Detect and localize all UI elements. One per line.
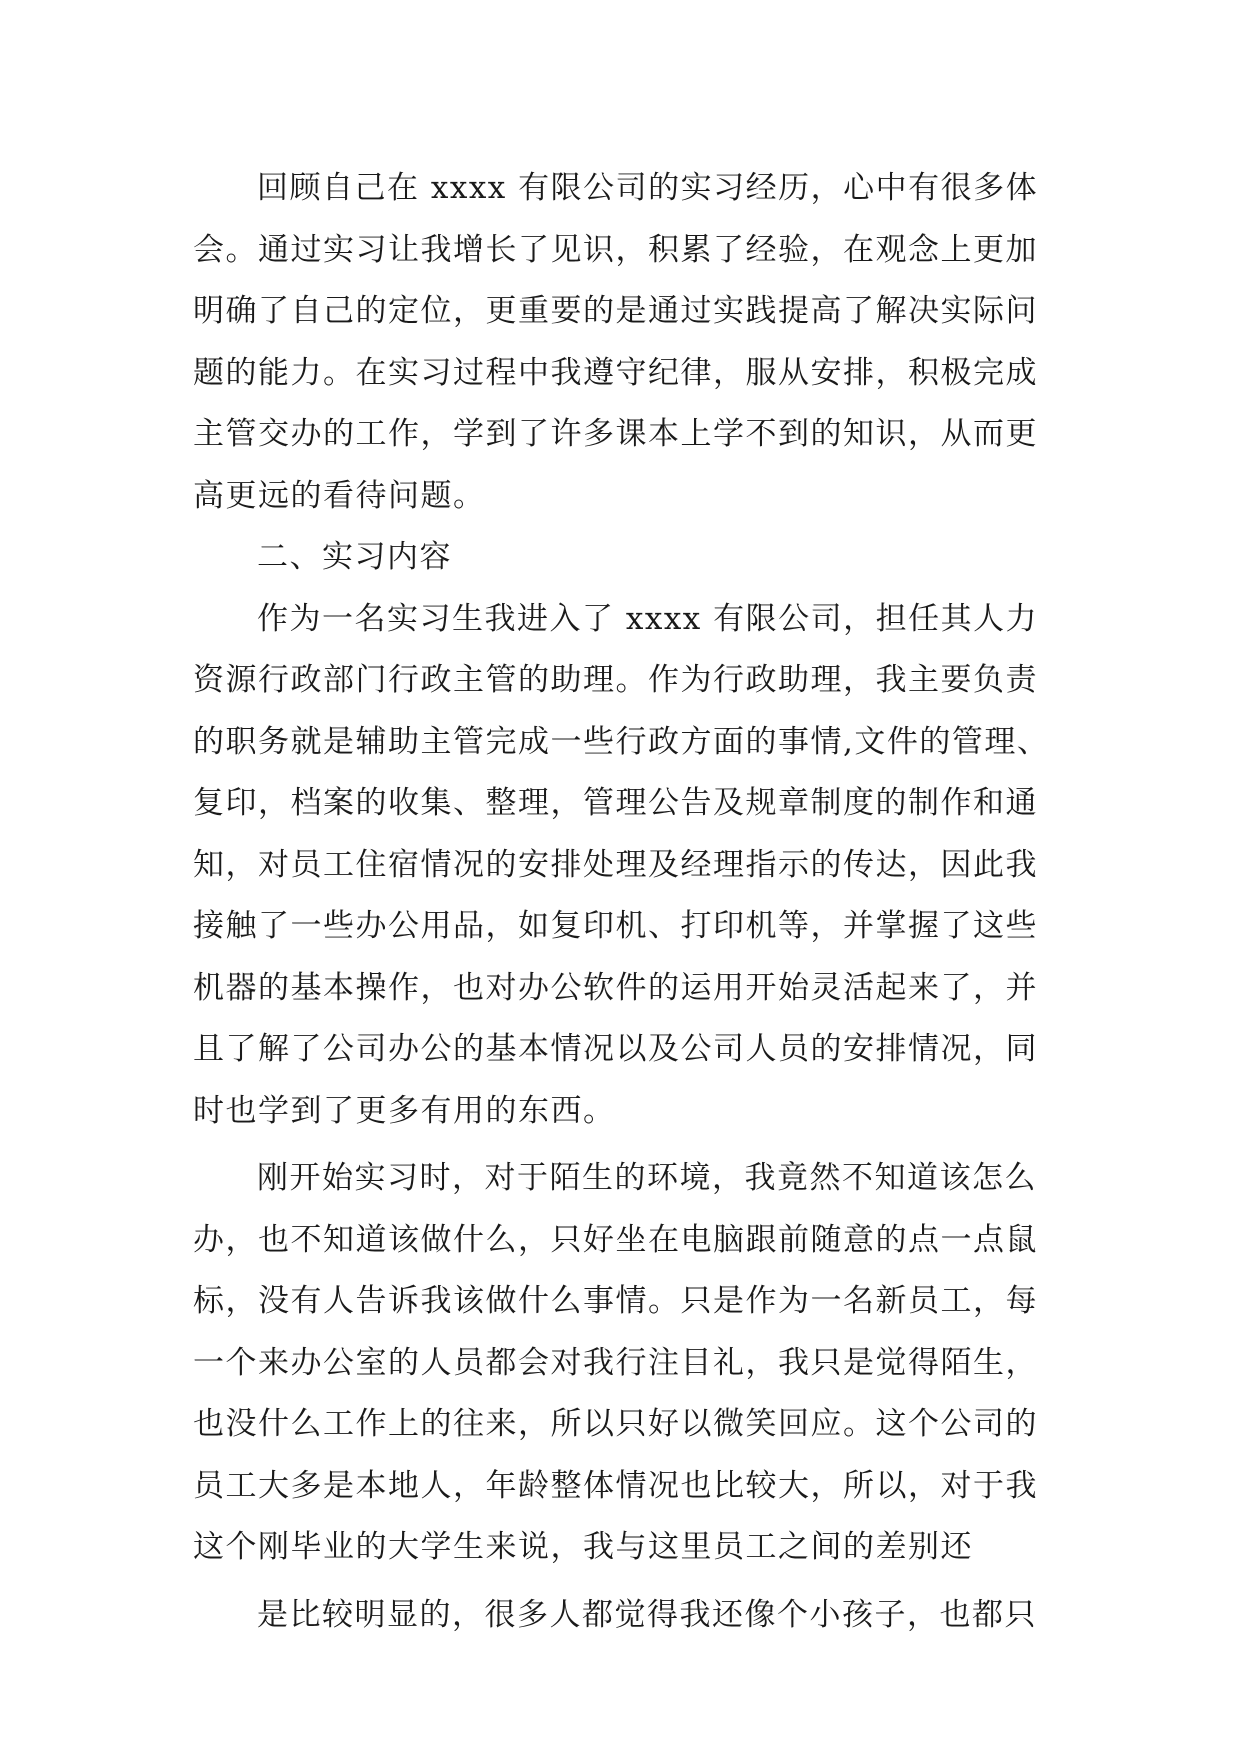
paragraph-2-line-7: 机器的基本操作，也对办公软件的运用开始灵活起来了，并 [193,969,1038,1006]
paragraph-4-line-1: 是比较明显的，很多人都觉得我还像个小孩子，也都只 [257,1596,1037,1633]
paragraph-2-line-8: 且了解了公司办公的基本情况以及公司人员的安排情况，同 [193,1031,1038,1067]
paragraph-3-line-3: 标，没有人告诉我该做什么事情。只是作为一名新员工，每 [193,1283,1038,1319]
paragraph-1-line-3: 明确了自己的定位，更重要的是通过实践提高了解决实际问 [193,293,1038,329]
paragraph-2-line-2: 资源行政部门行政主管的助理。作为行政助理，我主要负责 [193,662,1038,698]
document-body [193,158,1055,1646]
paragraph-2-line-5: 知，对员工住宿情况的安排处理及经理指示的传达，因此我 [193,846,1038,883]
paragraph-1-line-4: 题的能力。在实习过程中我遵守纪律，服从安排，积极完成 [193,354,1038,391]
paragraph-2-line-1: 作为一名实习生我进入了 xxxx 有限公司，担任其人力 [257,600,1039,637]
paragraph-2-line-3: 的职务就是辅助主管完成一些行政方面的事情,文件的管理、 [193,723,1050,760]
paragraph-2-line-6: 接触了一些办公用品，如复印机、打印机等，并掌握了这些 [193,908,1038,944]
section-heading: 二、实习内容 [257,539,452,575]
paragraph-1-line-1: 回顾自己在 xxxx 有限公司的实习经历，心中有很多体 [257,170,1039,206]
paragraph-3-line-4: 一个来办公室的人员都会对我行注目礼，我只是觉得陌生， [193,1344,1038,1381]
paragraph-1-line-2: 会。通过实习让我增长了见识，积累了经验，在观念上更加 [193,231,1038,268]
paragraph-1-line-5: 主管交办的工作，学到了许多课本上学不到的知识，从而更 [193,416,1038,452]
paragraph-1-line-6: 高更远的看待问题。 [193,477,486,514]
paragraph-3-line-2: 办，也不知道该做什么，只好坐在电脑跟前随意的点一点鼠 [193,1221,1038,1258]
paragraph-3-line-7: 这个刚毕业的大学生来说，我与这里员工之间的差别还 [193,1529,973,1565]
paragraph-2-line-9: 时也学到了更多有用的东西。 [193,1092,616,1129]
paragraph-2-line-4: 复印，档案的收集、整理，管理公告及规章制度的制作和通 [193,785,1038,821]
paragraph-3-line-1: 刚开始实习时，对于陌生的环境，我竟然不知道该怎么 [257,1160,1037,1196]
paragraph-3-line-6: 员工大多是本地人，年龄整体情况也比较大，所以，对于我 [193,1467,1038,1504]
paragraph-3-line-5: 也没什么工作上的往来，所以只好以微笑回应。这个公司的 [193,1406,1038,1442]
